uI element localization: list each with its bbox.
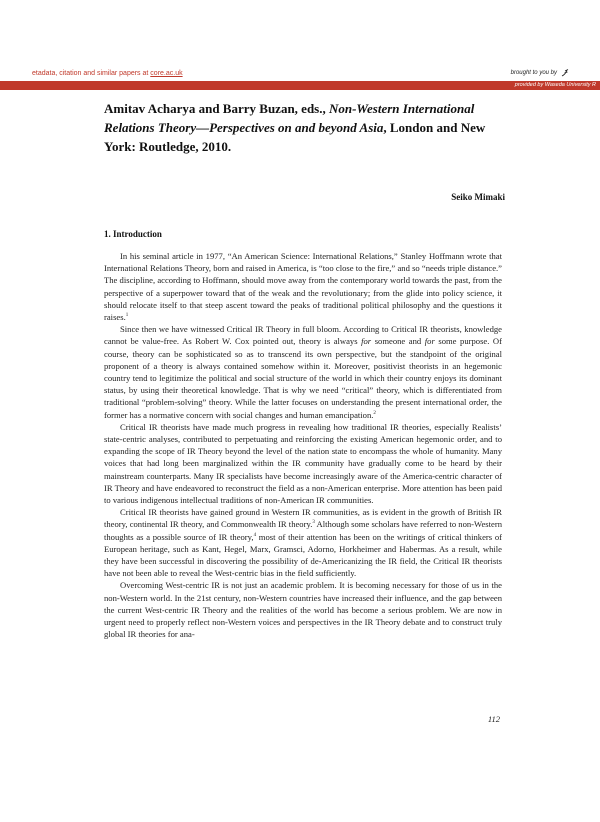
footnote-3: 3 xyxy=(312,520,315,526)
emphasis-for-1: for xyxy=(361,336,372,347)
paragraph-4-text-b: Although some scholars have referred to non-Western thoughts as a possible source of IR theory, xyxy=(104,519,502,542)
paragraph-2-text-a: Since then we have witnessed Critical IR Theory in full bloom. According to Critical IR theorists, knowledge cannot be value-free. As Robert W. Cox pointed out, theory is always xyxy=(104,324,502,347)
provided-by: provided by Waseda University R xyxy=(514,82,596,88)
paragraph-2 xyxy=(104,323,502,421)
paragraph-2-text-b: someone and xyxy=(371,336,425,347)
footnote-1: 1 xyxy=(125,313,129,319)
core-link-prefix: etadata, citation and similar papers at xyxy=(32,70,151,77)
paragraph-4-text-a: Critical IR theorists have gained ground in Western IR communities, as is evident in the growth of British IR theory, continental IR theory, and Commonwealth IR theory. xyxy=(104,507,502,530)
book-title: Non-Western International Relations Theory—Perspectives on and beyond Asia xyxy=(104,101,475,135)
title-authors: Amitav Acharya and Barry Buzan, eds., xyxy=(104,101,329,116)
page-number: 112 xyxy=(487,714,500,724)
section-heading: 1. Introduction xyxy=(104,229,162,239)
core-provider-bar xyxy=(0,81,600,90)
core-metadata-link xyxy=(32,70,183,77)
body-text xyxy=(104,250,502,641)
paragraph-1-text: In his seminal article in 1977, “An American Science: International Relations,” Stanley Hoffmann wrote that International Relations Theory, born and raised in America, is “too close to the fire,” and so “needs triple distance.” The discipline, according to Hoffmann, should move away from the contemporary world towards the past, from the perspective of a superpower toward that of the weak and the revolutionary; from the glide into policy science, it should relocate itself to that steep ascent toward the peaks of traditional political philosophy and the questions it raises. xyxy=(104,251,502,323)
review-title xyxy=(104,99,504,156)
paragraph-1 xyxy=(104,250,502,323)
paragraph-5: Overcoming West-centric IR is not just an academic problem. It is becoming necessary for those of us in the non-Western world. In the 21st century, non-Western countries have increased their influence, and the gap between the current West-centric IR Theory and the realities of the world has become a serious problem. We are now in urgent need to properly reflect non-Western voices and perspectives in the IR Theory debate and to construct truly global IR theories for ana- xyxy=(104,580,502,640)
footnote-4: 4 xyxy=(253,532,257,538)
emphasis-for-2: for xyxy=(424,336,435,347)
core-logo-icon xyxy=(560,68,570,78)
brought-to-you-label: brought to you by xyxy=(510,70,557,76)
paragraph-4-text-c: most of their attention has been on the writings of critical thinkers of European heritage, such as Kant, Hegel, Marx, Gramsci, Adorno, Horkheimer and Habermas. As a result, while they have been successful in discovering the possibility of de-Americanizing the IR field, the Critical IR theorists have not been able to reveal the West-centric bias in the field sufficiently. xyxy=(104,531,502,579)
core-ac-uk-link[interactable]: core.ac.uk xyxy=(150,70,183,77)
paragraph-3: Critical IR theorists have made much progress in revealing how traditional IR theories, especially Realists’ state-centric analyses, contributed to perpetuating and reinforcing the existing American hegemonic order, and to expanding the scope of IR Theory beyond the level of the nation state to encompass the whole of humanity. Many voices that had long been marginalized within the IR community have gradually come to be heard by their mainstream counterparts. Many IR specialists have become increasingly aware of the America-centric character of IR Theory and have endeavored to reconstruct the field as a non-American enterprise. More attention has been paid to various indigenous intellectual traditions of non-American IR communities. xyxy=(104,421,502,506)
title-publisher: , London and New York: Routledge, 2010. xyxy=(104,120,486,154)
footnote-2: 2 xyxy=(373,410,376,416)
brought-to-you xyxy=(511,68,570,78)
core-header xyxy=(0,70,600,92)
review-author: Seiko Mimaki xyxy=(451,192,505,202)
paragraph-2-text-c: some purpose. Of course, theory can be sophisticated so as to transcend its own perspective, but the standpoint of the original proponent of a theory is always contained somehow within it. Moreover, positivist theorists in an hegemonic country tend to legitimize the political and social structure of the world in which their country enjoys its dominant status, by using their theoretical knowledge. That is why we need “critical” theory, which is differentiated from traditional “problem-solving” theory. While the latter focuses on understanding the present international order, the former has a normative concern with social changes and human emancipation. xyxy=(104,336,503,420)
paragraph-4 xyxy=(104,506,502,579)
